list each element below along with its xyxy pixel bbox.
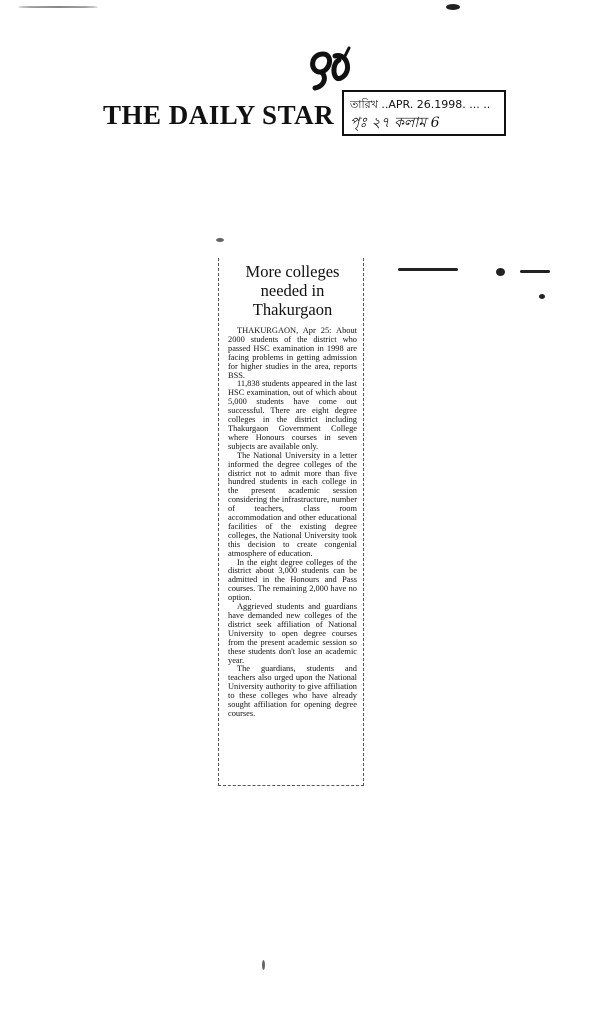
article-paragraph: Aggrieved students and guardians have demanded new colleges of the district seek affiliation of National University to open degree courses from the present academic session so these students don't lose an academic year.: [228, 602, 357, 665]
article-headline: More colleges needed in Thakurgaon: [245, 262, 340, 319]
scan-speck: [18, 6, 98, 8]
newspaper-masthead: THE DAILY STAR: [103, 100, 335, 130]
scan-speck: [216, 238, 224, 242]
news-clipping: [218, 258, 364, 786]
scan-speck: [446, 4, 460, 10]
stamp-page-line: পৃঃ ২৭ কলাম 6: [350, 115, 440, 131]
article-paragraph: THAKURGAON, Apr 25: About 2000 students of the district who passed HSC examination in 1998 are facing problems in getting admission for higher studies in the area, reports BSS.: [228, 326, 357, 380]
handwritten-page-mark: [305, 42, 357, 92]
stamp-date-line: তারিখ ..APR. 26.1998. ... ..: [350, 98, 491, 111]
scan-smudge: [520, 270, 550, 273]
article-body: [228, 327, 357, 719]
article-paragraph: In the eight degree colleges of the district about 3,000 students can be admitted in the Honours and Pass courses. The remaining 2,000 have no option.: [228, 557, 357, 603]
article-paragraph: 11,838 students appeared in the last HSC examination, out of which about 5,000 students have come out successful. There are eight degree colleges in the district including Thakurgaon Government College where Honours courses in seven subjects are available only.: [228, 379, 357, 451]
scan-smudge: [398, 268, 458, 271]
archive-stamp: [342, 90, 506, 136]
scan-speck: [496, 268, 505, 276]
scan-speck: [262, 960, 265, 970]
article-paragraph: The guardians, students and teachers also urged upon the National University authority to give affiliation to these colleges who have already sought affiliation for opening degree courses.: [228, 664, 357, 718]
article-paragraph: The National University in a letter informed the degree colleges of the district not to admit more than five hundred students in each college in the present academic session considering the infrastructure, number of teachers, class room accommodation and other educational facilities of the existing degree colleges, the National University took this decision to create congenial atmosphere of education.: [228, 450, 357, 558]
scan-speck: [539, 294, 545, 299]
